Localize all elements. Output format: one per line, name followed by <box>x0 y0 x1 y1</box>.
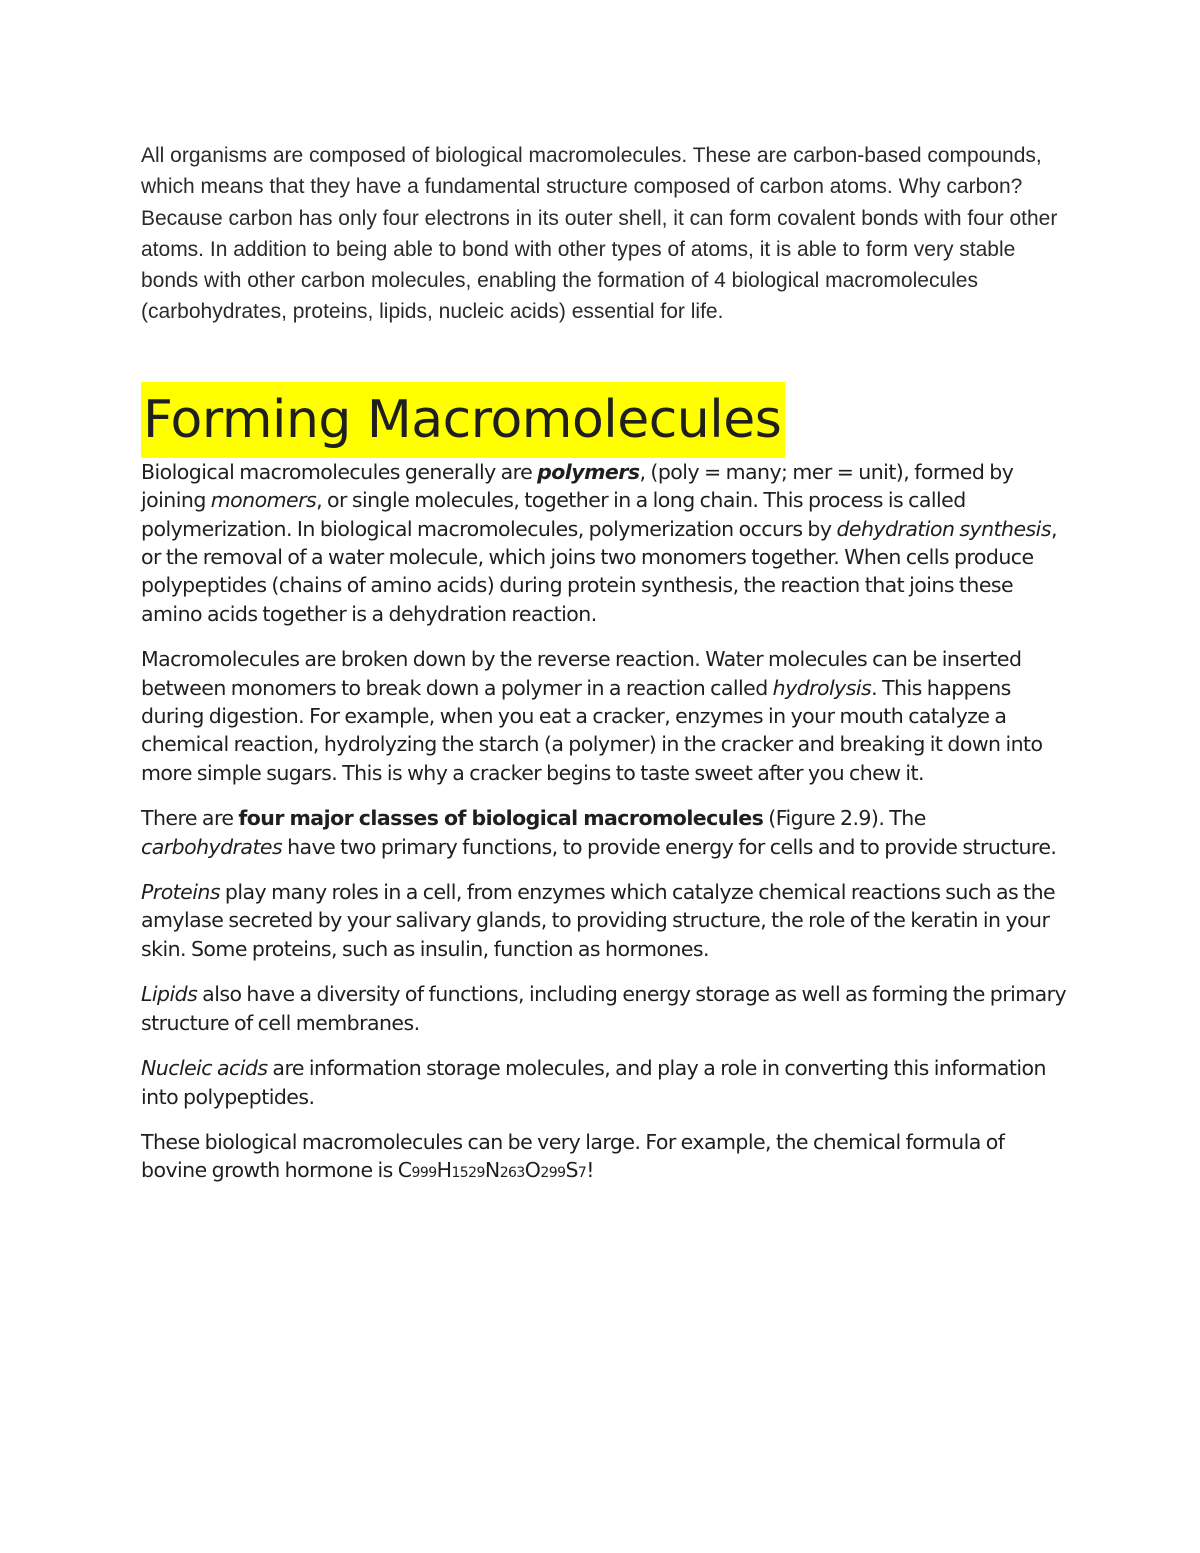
formula-count: 1529 <box>451 1165 485 1182</box>
term-lipids: Lipids <box>141 982 198 1007</box>
formula-element: H <box>436 1158 452 1183</box>
text-run: . This happens during digestion. For example, when you eat a cracker, enzymes in your mouth catalyze a chemical reaction, hydrolyzing the starch (a polymer) in the cracker and breaking it down into more simple sugars. This is why a cracker begins to taste sweet after you chew it. <box>141 675 1043 785</box>
text-run: , or the removal of a water molecule, which joins two monomers together. When cells produce polypeptides (chains of amino acids) during protein synthesis, the reaction that joins these amino acids together is a dehydration reaction. <box>141 516 1057 626</box>
text-run: also have a diversity of functions, including energy storage as well as forming the primary structure of cell membranes. <box>141 982 1067 1035</box>
term-carbohydrates: carbohydrates <box>141 834 283 859</box>
intro-paragraph: All organisms are composed of biological macromolecules. These are carbon-based compounds, which means that they have a fundamental structure composed of carbon atoms. Why carbon? Because carbon has only four electrons in its outer shell, it can form covalent bonds with four other atoms. In addition to being able to bond with other types of atoms, it is able to form very stable bonds with other carbon molecules, enabling the formation of 4 biological macromolecules (carbohydrates, proteins, lipids, nucleic acids) essential for life. <box>141 144 1058 324</box>
term-proteins: Proteins <box>141 880 220 905</box>
text-run: Macromolecules are broken down by the reverse reaction. Water molecules can be inserted between monomers to break down a polymer in a reaction called <box>141 647 1022 700</box>
heading-wrapper <box>141 382 1071 458</box>
term-polymers: polymers <box>537 459 640 484</box>
paragraph-formula <box>141 1128 1071 1188</box>
chemical-formula <box>398 1158 587 1182</box>
text-run: , (poly = many; mer = unit), formed by joining <box>141 459 1014 513</box>
body-text <box>141 458 1071 1188</box>
term-dehydration-synthesis: dehydration synthesis <box>836 516 1051 541</box>
formula-element: O <box>524 1158 541 1183</box>
text-run: There are <box>141 806 239 831</box>
formula-element: N <box>484 1158 500 1183</box>
term-four-classes: four major classes of biological macromolecules <box>238 806 764 831</box>
formula-count: 7 <box>577 1165 587 1182</box>
term-hydrolysis: hydrolysis <box>772 675 872 700</box>
paragraph-four-classes <box>141 804 1071 861</box>
formula-count: 263 <box>499 1165 525 1182</box>
text-run: These biological macromolecules can be very large. For example, the chemical formula of bovine growth hormone is <box>141 1129 1005 1183</box>
text-run: ! <box>586 1158 594 1183</box>
paragraph-nucleic-acids <box>141 1054 1071 1111</box>
formula-element: S <box>565 1158 578 1183</box>
paragraph-hydrolysis <box>141 645 1071 787</box>
paragraph-proteins <box>141 878 1071 963</box>
document-page <box>141 140 1071 1205</box>
paragraph-polymers <box>141 458 1071 628</box>
text-run: Biological macromolecules generally are <box>141 459 538 484</box>
text-run: , or single molecules, together in a long chain. This process is called polymerization. In biological macromolecules, polymerization occurs by <box>141 488 966 541</box>
formula-element: C <box>397 1158 412 1183</box>
term-nucleic-acids: Nucleic acids <box>141 1056 268 1081</box>
text-run: (Figure 2.9). The <box>763 806 926 831</box>
text-run: have two primary functions, to provide energy for cells and to provide structure. <box>282 834 1057 859</box>
section-heading: Forming Macromolecules <box>141 382 785 458</box>
formula-count: 299 <box>540 1165 566 1182</box>
text-run: play many roles in a cell, from enzymes which catalyze chemical reactions such as the amylase secreted by your salivary glands, to providing structure, the role of the keratin in your skin. Some proteins, such as insulin, function as hormones. <box>141 880 1056 961</box>
paragraph-lipids <box>141 980 1071 1037</box>
text-run: are information storage molecules, and play a role in converting this information into polypeptides. <box>141 1056 1046 1109</box>
formula-count: 999 <box>411 1165 437 1182</box>
term-monomers: monomers <box>210 488 317 513</box>
